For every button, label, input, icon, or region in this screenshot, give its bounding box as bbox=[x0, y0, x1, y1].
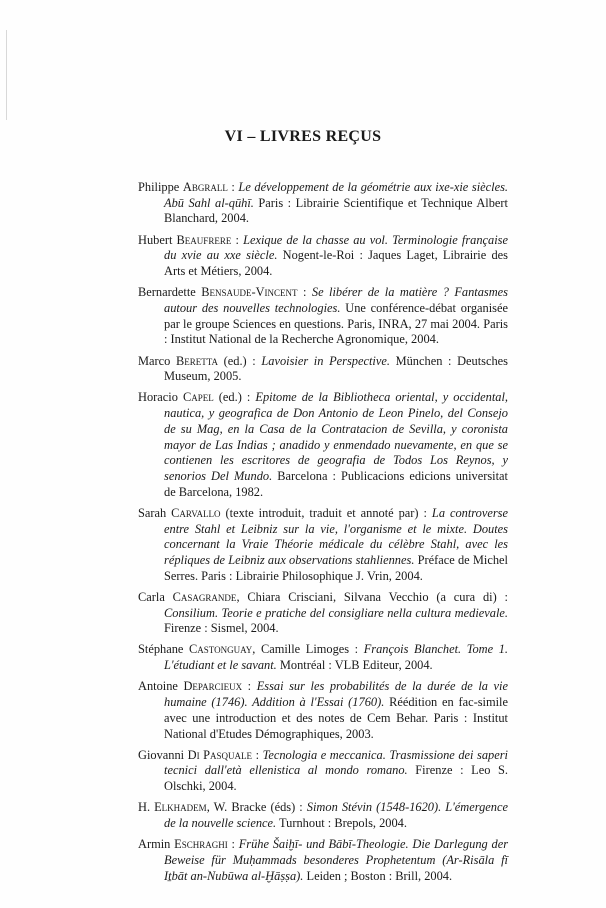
section-heading: VI – LIVRES REÇUS bbox=[224, 128, 382, 145]
list-item: Giovanni Di Pasquale : Tecnologia e meccanica. Trasmissione dei saperi tecnici dall'età ellenistica al mondo romano. Firenze : Leo S. Olschki, 2004. bbox=[138, 747, 509, 794]
list-item: Philippe Abgrall : Le développement de la géométrie aux ixe-xie siècles. Abū Sahl al-qūhī. Paris : Librairie Scientifique et Technique Albert Blanchard, 2004. bbox=[138, 180, 508, 226]
list-item: H. Elkhadem, W. Bracke (éds) : Simon Stévin (1548-1620). L'émergence de la nouvelle science. Turnhout : Brepols, 2004. bbox=[138, 800, 508, 831]
page-edge-line bbox=[6, 30, 7, 120]
list-item: Marco Beretta (ed.) : Lavoisier in Perspective. München : Deutsches Museum, 2005. bbox=[138, 353, 508, 384]
list-item: Armin Eschraghi : Frühe Šaiḫī- und Bābī-Theologie. Die Darlegung der Beweise für Muḥammads besonderes Prophetentum (Ar-Risāla fī Iṯbāt an-Nubūwa al-Ḫāṣṣa). Leiden ; Boston : Brill, 2004. bbox=[138, 837, 509, 883]
list-item: Carla Casagrande, Chiara Crisciani, Silvana Vecchio (a cura di) : Consilium. Teorie e pratiche del consigliare nella cultura medievale. Firenze : Sismel, 2004. bbox=[138, 589, 508, 636]
list-item: Antoine Deparcieux : Essai sur les probabilités de la durée de la vie humaine (1746). Addition à l'Essai (1760). Réédition en fac-simile avec une introduction et des notes de Cem Behar. Paris : Institut National d'Etudes Démographiques, 2003. bbox=[138, 679, 508, 741]
list-item: Bernardette Bensaude-Vincent : Se libérer de la matière ? Fantasmes autour des nouvelles technologies. Une conférence-débat organisée par le groupe Sciences en questions. Paris, INRA, 27 mai 2004. Paris : Institut National de la Recherche Agronomique, 2004. bbox=[138, 285, 509, 347]
list-item: Sarah Carvallo (texte introduit, traduit et annoté par) : La controverse entre Stahl et Leibniz sur la vie, l'organisme et le mixte. Doutes concernant la Vraie Théorie médicale du célèbre Stahl, avec les répliques de Leibniz aux observations stahliennes. Préface de Michel Serres. Paris : Librairie Philosophique J. Vrin, 2004. bbox=[138, 505, 508, 583]
books-received-list bbox=[138, 180, 508, 890]
list-item: Horacio Capel (ed.) : Epitome de la Bibliotheca oriental, y occidental, nautica, y geografica de Don Antonio de Leon Pinelo, del Consejo de su Mag, en la Casa de la Contratacion de Sevilla, y coronista mayor de Las Indias ; anadido y enmendado nuevamente, en que se contienen les escritores de geografia de Todos Los Reynos, y senorios Del Mundo. Barcelona : Publicacions edicions universitat de Barcelona, 1982. bbox=[138, 390, 508, 499]
list-item: Hubert Beaufrere : Lexique de la chasse au vol. Terminologie française du xvie au xxe siècle. Nogent-le-Roi : Jaques Laget, Librairie des Arts et Métiers, 2004. bbox=[138, 232, 508, 279]
list-item: Stéphane Castonguay, Camille Limoges : François Blanchet. Tome 1. L'étudiant et le savant. Montréal : VLB Editeur, 2004. bbox=[138, 642, 508, 673]
